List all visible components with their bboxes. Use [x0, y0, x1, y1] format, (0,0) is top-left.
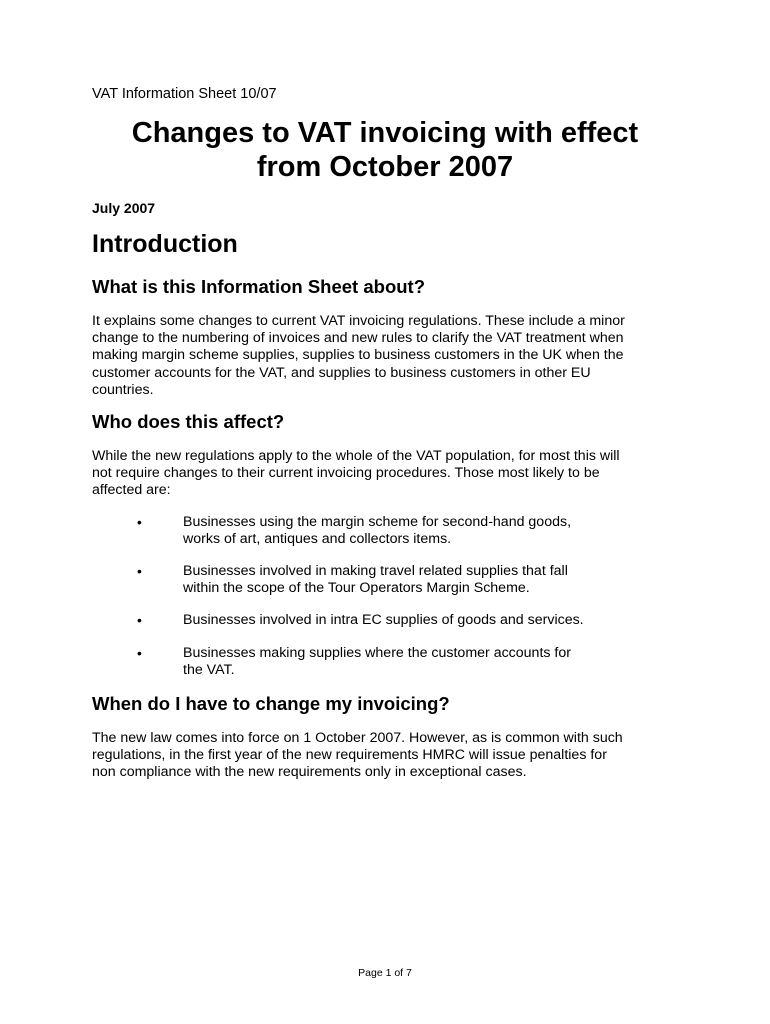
document-date: July 2007	[92, 200, 156, 216]
bullet-symbol: •	[137, 612, 142, 628]
title-line: Changes to VAT invoicing with effect	[131, 117, 639, 149]
paragraph-line: non compliance with the new requirements only in exceptional cases.	[92, 764, 527, 781]
paragraph-line: not require changes to their current invoicing procedures. Those most likely to be	[92, 465, 600, 482]
document-title	[60, 116, 710, 184]
bullet-item-tour-operators	[183, 563, 568, 597]
paragraph-line: While the new regulations apply to the whole of the VAT population, for most this will	[92, 448, 620, 464]
bullet-line: the VAT.	[183, 662, 235, 679]
paragraph-line: affected are:	[92, 482, 171, 499]
document-header: VAT Information Sheet 10/07	[92, 86, 277, 102]
bullet-item-customer-accounts	[183, 645, 571, 679]
paragraph-line: customer accounts for the VAT, and supplies to business customers in other EU	[92, 364, 591, 381]
bullet-line: Businesses involved in making travel related supplies that fall	[183, 563, 568, 579]
bullet-line: within the scope of the Tour Operators Margin Scheme.	[183, 580, 530, 597]
section-heading-introduction: Introduction	[92, 230, 238, 258]
bullet-item-intra-ec	[183, 612, 584, 629]
bullet-symbol: •	[137, 645, 142, 661]
bullet-item-margin-scheme	[183, 514, 571, 548]
paragraph-line: countries.	[92, 381, 154, 398]
paragraph-who	[92, 448, 692, 500]
subsection-heading-about: What is this Information Sheet about?	[92, 276, 425, 297]
paragraph-line: making margin scheme supplies, supplies to business customers in the UK when the	[92, 347, 624, 364]
bullet-line: Businesses making supplies where the customer accounts for	[183, 645, 571, 661]
bullet-line: Businesses involved in intra EC supplies of goods and services.	[183, 612, 584, 628]
page-number: Page 1 of 7	[358, 967, 412, 979]
bullet-line: works of art, antiques and collectors items.	[183, 531, 452, 548]
bullet-symbol: •	[137, 514, 142, 530]
subsection-heading-when: When do I have to change my invoicing?	[92, 693, 450, 714]
paragraph-when	[92, 730, 692, 782]
bullet-line: Businesses using the margin scheme for second-hand goods,	[183, 514, 572, 530]
paragraph-line: regulations, in the first year of the new requirements HMRC will issue penalties for	[92, 747, 607, 764]
bullet-symbol: •	[137, 563, 142, 579]
paragraph-line: The new law comes into force on 1 October 2007. However, as is common with such	[92, 730, 623, 746]
paragraph-line: It explains some changes to current VAT invoicing regulations. These include a minor	[92, 313, 625, 329]
paragraph-about	[92, 313, 692, 399]
title-line: from October 2007	[256, 151, 514, 183]
subsection-heading-who: Who does this affect?	[92, 411, 285, 432]
paragraph-line: change to the numbering of invoices and new rules to clarify the VAT treatment when	[92, 330, 624, 347]
